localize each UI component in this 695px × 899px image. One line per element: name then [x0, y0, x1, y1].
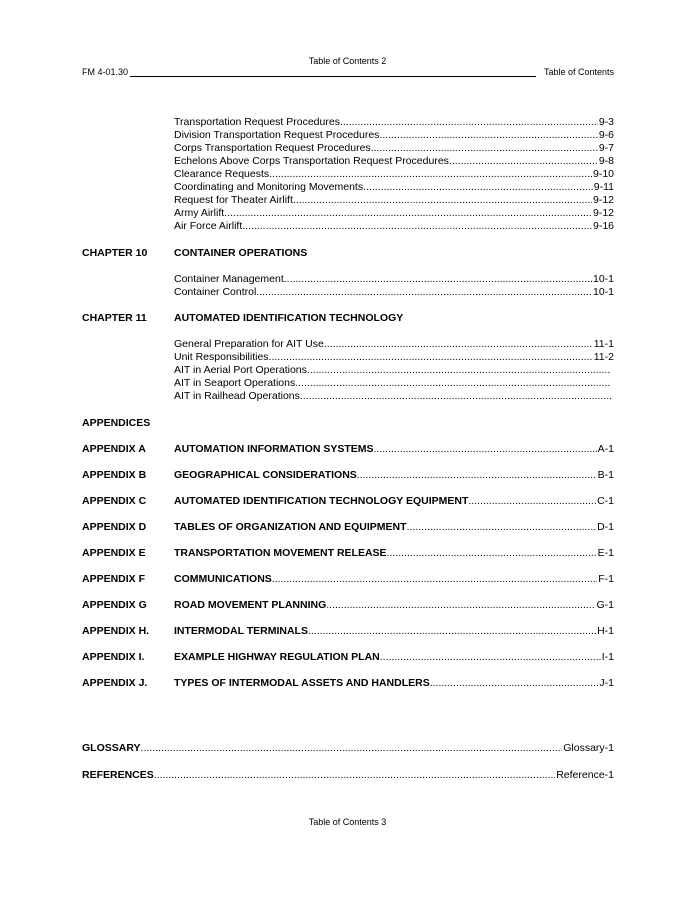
toc-entry-page: 9-3 — [598, 116, 614, 128]
toc-entry[interactable] — [174, 116, 614, 129]
toc-entry-page — [611, 364, 612, 377]
toc-entry-title: Container Control — [174, 286, 257, 298]
appendix-title: ROAD MOVEMENT PLANNING — [174, 599, 327, 611]
appendix-label: APPENDIX H. — [82, 625, 150, 637]
appendix-entry[interactable] — [174, 443, 614, 456]
toc-entry-title: AIT in Railhead Operations — [174, 390, 300, 402]
toc-entry-title: Army Airlift — [174, 207, 225, 219]
chapter-title[interactable]: CONTAINER OPERATIONS — [174, 247, 308, 259]
appendix-entry[interactable] — [174, 677, 614, 690]
appendix-label: APPENDIX J. — [82, 677, 148, 689]
toc-entry[interactable] — [174, 220, 614, 233]
leader-dots — [468, 495, 596, 508]
leader-dots — [308, 625, 596, 638]
leader-dots — [326, 599, 595, 612]
toc-entry[interactable] — [174, 129, 614, 142]
appendix-page: D-1 — [597, 521, 614, 533]
toc-entry[interactable] — [174, 142, 614, 155]
appendix-title: INTERMODAL TERMINALS — [174, 625, 308, 637]
appendices-heading: APPENDICES — [82, 417, 151, 429]
leader-dots — [256, 286, 592, 299]
references-entry[interactable] — [82, 769, 614, 782]
appendix-label: APPENDIX D — [82, 521, 147, 533]
leader-dots — [141, 742, 563, 755]
toc-entry-title: Division Transportation Request Procedures — [174, 129, 380, 141]
appendix-page: H-1 — [597, 625, 614, 637]
appendix-label: APPENDIX I. — [82, 651, 145, 663]
leader-dots — [295, 377, 611, 390]
appendix-title: GEOGRAPHICAL CONSIDERATIONS — [174, 469, 357, 481]
appendix-title: EXAMPLE HIGHWAY REGULATION PLAN — [174, 651, 380, 663]
appendix-title: COMMUNICATIONS — [174, 573, 272, 585]
appendix-label: APPENDIX A — [82, 443, 146, 455]
leader-dots — [380, 651, 601, 664]
appendix-page: I-1 — [601, 651, 614, 663]
toc-entry[interactable] — [174, 364, 612, 377]
toc-entry-page: 9-12 — [592, 207, 614, 219]
toc-entry[interactable] — [174, 390, 612, 403]
appendix-label: APPENDIX C — [82, 495, 147, 507]
toc-entry-title: Corps Transportation Request Procedures — [174, 142, 371, 154]
appendix-entry[interactable] — [174, 573, 614, 586]
appendix-entry[interactable] — [174, 547, 614, 560]
toc-entry[interactable] — [174, 338, 614, 351]
toc-entry[interactable] — [174, 377, 612, 390]
page-footer: Table of Contents 3 — [308, 817, 387, 827]
leader-dots — [242, 220, 592, 233]
glossary-page: Glossary-1 — [563, 742, 614, 754]
page-top-title: Table of Contents 2 — [308, 56, 387, 66]
toc-entry[interactable] — [174, 286, 614, 299]
toc-entry-title: Clearance Requests — [174, 168, 270, 180]
toc-entry-page: 9-12 — [592, 194, 614, 206]
toc-entry-page — [611, 377, 612, 390]
toc-entry-page: 10-1 — [592, 273, 614, 285]
references-page: Reference-1 — [556, 769, 614, 781]
toc-entry[interactable] — [174, 351, 614, 364]
appendix-title: AUTOMATED IDENTIFICATION TECHNOLOGY EQUIPMENT — [174, 495, 469, 507]
appendix-entry[interactable] — [174, 521, 614, 534]
appendix-entry[interactable] — [174, 651, 614, 664]
appendix-page: J-1 — [599, 677, 614, 689]
leader-dots — [154, 769, 555, 782]
toc-entry-title: AIT in Aerial Port Operations — [174, 364, 307, 376]
leader-dots — [430, 677, 599, 690]
toc-entry-title: Transportation Request Procedures — [174, 116, 340, 128]
toc-entry-page: 11-2 — [593, 351, 614, 363]
toc-entry[interactable] — [174, 194, 614, 207]
toc-entry-title: Container Management — [174, 273, 284, 285]
leader-dots — [224, 207, 592, 220]
toc-entry-title: General Preparation for AIT Use — [174, 338, 324, 350]
toc-entry[interactable] — [174, 155, 614, 168]
toc-entry-page: 10-1 — [592, 286, 614, 298]
appendix-title: TYPES OF INTERMODAL ASSETS AND HANDLERS — [174, 677, 430, 689]
leader-dots — [374, 443, 597, 456]
toc-entry-title: Coordinating and Monitoring Movements — [174, 181, 364, 193]
appendix-label: APPENDIX B — [82, 469, 147, 481]
toc-entry-page: 9-16 — [592, 220, 614, 232]
references-title: REFERENCES — [82, 769, 154, 781]
leader-dots — [379, 129, 597, 142]
toc-entry[interactable] — [174, 207, 614, 220]
toc-entry-title: Unit Responsibilities — [174, 351, 269, 363]
appendix-page: A-1 — [597, 443, 614, 455]
leader-dots — [449, 155, 598, 168]
toc-entry-page: 11-1 — [593, 338, 614, 350]
leader-dots — [324, 338, 593, 351]
toc-entry-page: 9-7 — [598, 142, 614, 154]
leader-dots — [300, 390, 611, 403]
toc-entry[interactable] — [174, 168, 614, 181]
glossary-title: GLOSSARY — [82, 742, 141, 754]
leader-dots — [407, 521, 597, 534]
appendix-title: TABLES OF ORGANIZATION AND EQUIPMENT — [174, 521, 407, 533]
appendix-entry[interactable] — [174, 625, 614, 638]
leader-dots — [371, 142, 598, 155]
toc-entry-title: AIT in Seaport Operations — [174, 377, 296, 389]
toc-entry-title: Request for Theater Airlift — [174, 194, 293, 206]
appendix-title: AUTOMATION INFORMATION SYSTEMS — [174, 443, 374, 455]
appendix-entry[interactable] — [174, 599, 614, 612]
toc-entry[interactable] — [174, 273, 614, 286]
appendix-page: C-1 — [597, 495, 614, 507]
toc-entry-page — [611, 390, 612, 403]
appendix-page: B-1 — [597, 469, 614, 481]
appendix-label: APPENDIX G — [82, 599, 147, 611]
appendix-page: G-1 — [596, 599, 614, 611]
leader-dots — [363, 181, 593, 194]
header-section-title: Table of Contents — [543, 67, 614, 77]
chapter-title[interactable]: AUTOMATED IDENTIFICATION TECHNOLOGY — [174, 312, 404, 324]
leader-dots — [357, 469, 597, 482]
appendix-label: APPENDIX E — [82, 547, 146, 559]
leader-dots — [269, 351, 593, 364]
appendix-entry[interactable] — [174, 495, 614, 508]
toc-entry-page: 9-10 — [592, 168, 614, 180]
toc-entry-page: 9-8 — [598, 155, 614, 167]
toc-entry-page: 9-11 — [593, 181, 614, 193]
appendix-page: E-1 — [597, 547, 614, 559]
header-rule — [130, 76, 536, 77]
toc-entry-page: 9-6 — [598, 129, 614, 141]
toc-entry-title: Echelons Above Corps Transportation Request Procedures — [174, 155, 449, 167]
leader-dots — [307, 364, 611, 377]
glossary-entry[interactable] — [82, 742, 614, 755]
appendix-page: F-1 — [598, 573, 614, 585]
leader-dots — [340, 116, 598, 129]
appendix-entry[interactable] — [174, 469, 614, 482]
header-document-id: FM 4-01.30 — [82, 67, 129, 77]
appendix-title: TRANSPORTATION MOVEMENT RELEASE — [174, 547, 387, 559]
leader-dots — [293, 194, 592, 207]
toc-entry[interactable] — [174, 181, 614, 194]
leader-dots — [269, 168, 592, 181]
toc-entry-title: Air Force Airlift — [174, 220, 243, 232]
leader-dots — [272, 573, 597, 586]
chapter-label: CHAPTER 10 — [82, 247, 148, 259]
leader-dots — [387, 547, 597, 560]
appendix-label: APPENDIX F — [82, 573, 146, 585]
chapter-label: CHAPTER 11 — [82, 312, 147, 324]
leader-dots — [284, 273, 592, 286]
